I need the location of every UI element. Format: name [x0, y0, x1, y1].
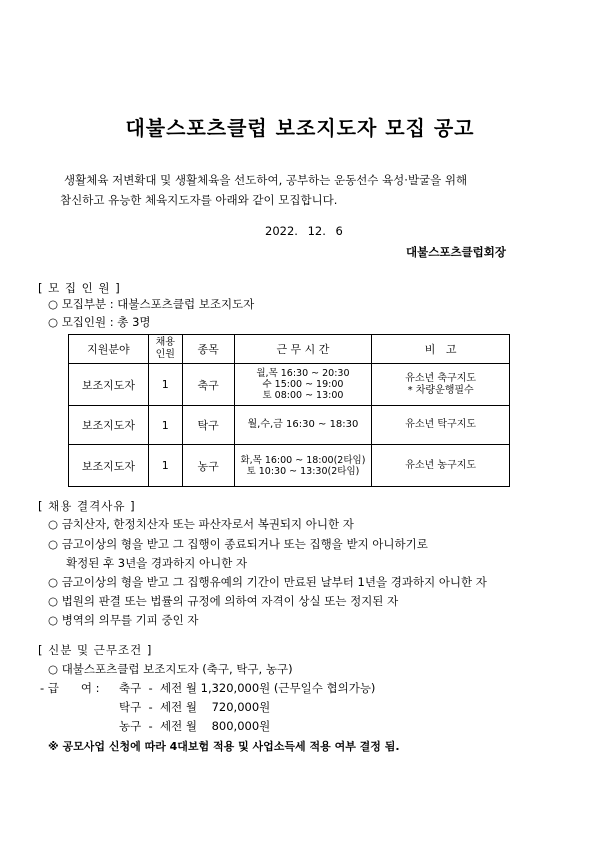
- recruit-field: ○ 모집부분 : 대불스포츠클럽 보조지도자: [48, 297, 255, 311]
- intro-paragraph: [60, 170, 530, 210]
- pay-item-soccer: 축구 - 세전 월 1,320,000원 (근무일수 협의가능): [119, 681, 376, 695]
- intro-line-1: 생활체육 저변확대 및 생활체육을 선도하여, 공부하는 운동선수 육성·발굴을 위해: [64, 173, 468, 187]
- pay-item-basketball: 농구 - 세전 월 800,000원: [119, 719, 271, 733]
- disqualify-heading: [ 채용 결격사유 ]: [38, 499, 136, 513]
- disqualify-item: ○ 금고이상의 형을 받고 그 집행유예의 기간이 만료된 날부터 1년을 경과하지 아니한 자: [48, 575, 487, 589]
- row-time-line: 토 10:30 ~ 13:30(2타임): [246, 465, 360, 477]
- row-note: [372, 364, 510, 406]
- recruit-count: ○ 모집인원 : 총 3명: [48, 315, 151, 329]
- announcement-date: 2022. 12. 6: [265, 224, 343, 238]
- row-sport: 농구: [182, 445, 234, 487]
- table-row: [69, 406, 510, 445]
- header-note: 비 고: [372, 335, 510, 364]
- header-count: 채용 인원: [148, 335, 182, 364]
- disqualify-item: ○ 병역의 의무를 기피 중인 자: [48, 613, 199, 627]
- row-time-line: 월,목 16:30 ~ 20:30: [256, 368, 350, 379]
- recruit-heading: [ 모 집 인 원 ]: [38, 281, 121, 295]
- table-header-row: [69, 335, 510, 364]
- row-time-line: 수 15:00 ~ 19:00: [262, 379, 344, 390]
- disqualify-item: ○ 금치산자, 한정치산자 또는 파산자로서 복권되지 아니한 자: [48, 517, 354, 531]
- table-row: [69, 364, 510, 406]
- header-field: 지원분야: [69, 335, 149, 364]
- document-title: 대불스포츠클럽 보조지도자 모집 공고: [125, 116, 475, 140]
- row-sport: 축구: [182, 364, 234, 406]
- row-time-line: 화,목 16:00 ~ 18:00(2타임): [240, 454, 366, 466]
- row-field: 보조지도자: [69, 364, 149, 406]
- recruit-table: [68, 334, 510, 487]
- row-note-line: * 차량운행필수: [407, 384, 474, 396]
- pay-item-tabletennis: 탁구 - 세전 월 720,000원: [119, 700, 271, 714]
- row-time: [234, 445, 372, 487]
- table-row: [69, 445, 510, 487]
- disqualify-item: ○ 법원의 판결 또는 법률의 규정에 의하여 자격이 상실 또는 정지된 자: [48, 594, 399, 608]
- header-time: 근 무 시 간: [234, 335, 372, 364]
- row-time: 월,수,금 16:30 ~ 18:30: [234, 406, 372, 445]
- row-time-line: 토 08:00 ~ 13:00: [262, 390, 344, 401]
- row-note: 유소년 탁구지도: [372, 406, 510, 445]
- conditions-status: ○ 대불스포츠클럽 보조지도자 (축구, 탁구, 농구): [48, 662, 293, 676]
- insurance-note: ※ 공모사업 신청에 따라 4대보험 적용 및 사업소득세 적용 여부 결정 됨.: [48, 740, 400, 753]
- conditions-heading: [ 신분 및 근무조건 ]: [38, 643, 153, 657]
- row-note: 유소년 농구지도: [372, 445, 510, 487]
- row-count: 1: [148, 445, 182, 487]
- disqualify-item-continued: 확정된 후 3년을 경과하지 아니한 자: [66, 556, 248, 570]
- intro-line-2: 참신하고 유능한 체육지도자를 아래와 같이 모집합니다.: [60, 193, 338, 207]
- row-count: 1: [148, 364, 182, 406]
- header-sport: 종목: [182, 335, 234, 364]
- row-field: 보조지도자: [69, 406, 149, 445]
- issuer-name: 대불스포츠클럽회장: [406, 245, 506, 259]
- row-sport: 탁구: [182, 406, 234, 445]
- row-field: 보조지도자: [69, 445, 149, 487]
- pay-label: - 급 여 :: [40, 681, 100, 695]
- row-note-line: 유소년 축구지도: [405, 372, 477, 384]
- row-count: 1: [148, 406, 182, 445]
- row-time: [234, 364, 372, 406]
- disqualify-item: ○ 금고이상의 형을 받고 그 집행이 종료되거나 또는 집행을 받지 아니하기로: [48, 537, 428, 551]
